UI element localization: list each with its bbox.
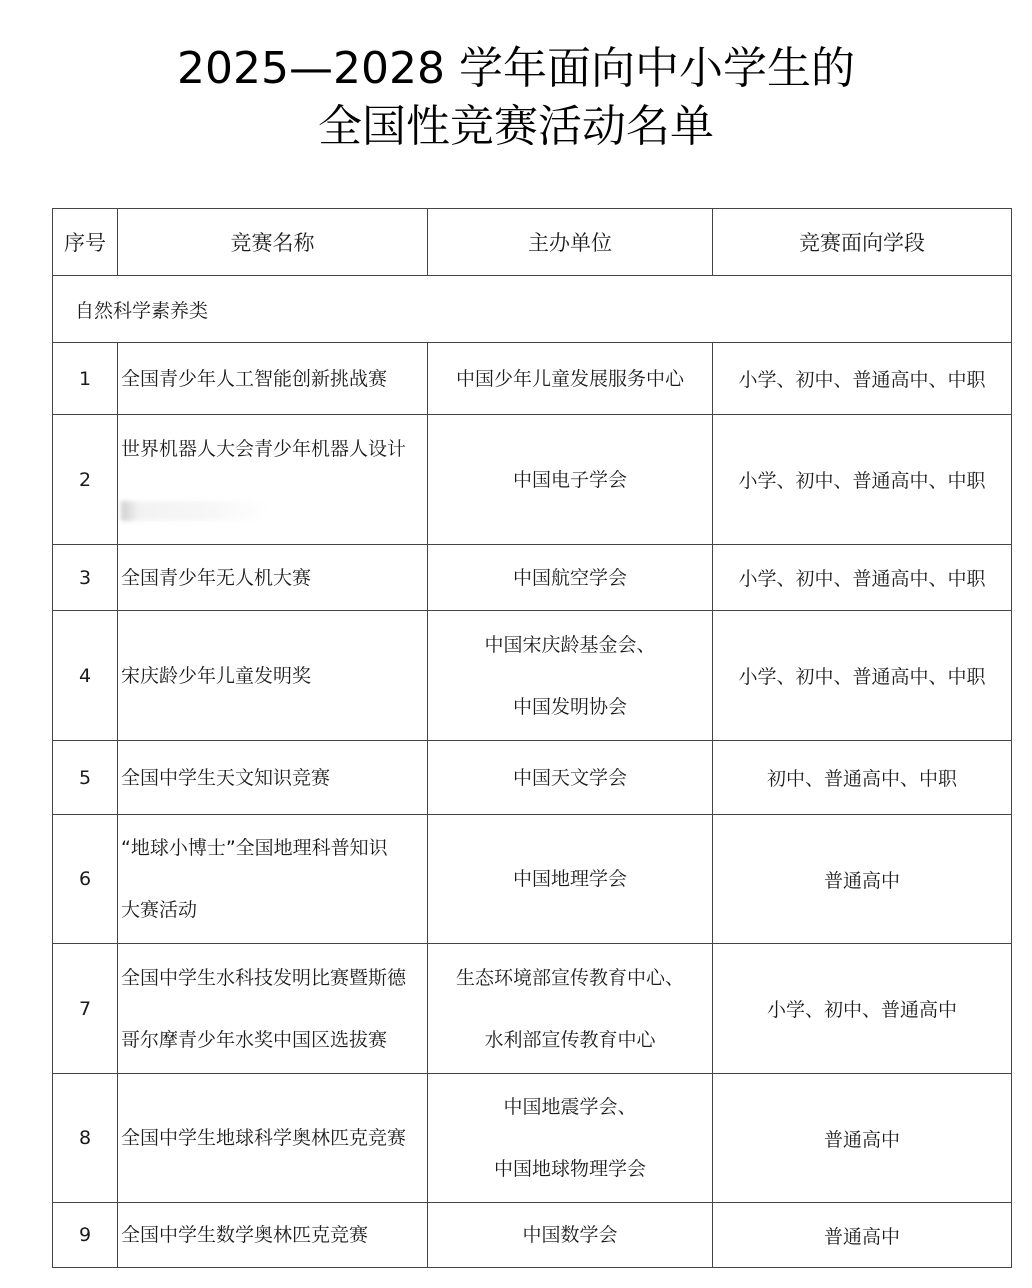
- document-title-line2: 全国性竞赛活动名单: [318, 101, 714, 152]
- school-level: 小学、初中、普通高中、中职: [713, 545, 1012, 611]
- row-number: 8: [53, 1074, 118, 1203]
- row-number: 1: [53, 343, 118, 415]
- competition-name: [118, 944, 428, 1074]
- school-level: 小学、初中、普通高中、中职: [713, 611, 1012, 741]
- competition-name-line2-obscured: [121, 480, 427, 542]
- competition-name: 全国中学生天文知识竞赛: [118, 741, 428, 815]
- table-row: [53, 343, 1012, 415]
- organizer-line2: 水利部宣传教育中心: [484, 1028, 656, 1051]
- row-number: 5: [53, 741, 118, 815]
- table-row: [53, 415, 1012, 545]
- table-row: [53, 815, 1012, 944]
- school-level: 初中、普通高中、中职: [713, 741, 1012, 815]
- competition-name-line1: 全国中学生水科技发明比赛暨斯德: [121, 966, 407, 989]
- header-organizer: 主办单位: [428, 209, 713, 276]
- competition-name: 全国青少年人工智能创新挑战赛: [118, 343, 428, 415]
- organizer: 中国天文学会: [428, 741, 713, 815]
- organizer-line1: 生态环境部宣传教育中心、: [455, 966, 684, 989]
- row-number: 6: [53, 815, 118, 944]
- organizer-line1: 中国宋庆龄基金会、: [484, 633, 656, 656]
- header-level: 竞赛面向学段: [713, 209, 1012, 276]
- category-row: [53, 276, 1012, 343]
- school-level: 小学、初中、普通高中、中职: [713, 415, 1012, 545]
- competition-name: 全国青少年无人机大赛: [118, 545, 428, 611]
- row-number: 2: [53, 415, 118, 545]
- competition-name: [118, 415, 428, 545]
- organizer-line1: 中国地震学会、: [503, 1096, 637, 1118]
- organizer: 中国少年儿童发展服务中心: [428, 343, 713, 415]
- school-level: 小学、初中、普通高中: [713, 944, 1012, 1074]
- competition-name: [118, 815, 428, 944]
- competition-name-line2: 哥尔摩青少年水奖中国区选拔赛: [121, 1028, 388, 1051]
- school-level: 普通高中: [713, 1074, 1012, 1203]
- competition-name: 全国中学生地球科学奥林匹克竞赛: [118, 1074, 428, 1203]
- competition-name-line1: 世界机器人大会青少年机器人设计: [121, 437, 407, 460]
- competition-name-line2: 大赛活动: [121, 899, 198, 921]
- redaction-blur: [121, 501, 266, 521]
- organizer: 中国数学会: [428, 1203, 713, 1268]
- school-level: 小学、初中、普通高中、中职: [713, 343, 1012, 415]
- row-number: 3: [53, 545, 118, 611]
- category-label: 自然科学素养类: [53, 276, 1012, 343]
- organizer: [428, 611, 713, 741]
- table-row: [53, 944, 1012, 1074]
- row-number: 7: [53, 944, 118, 1074]
- header-number: 序号: [53, 209, 118, 276]
- row-number: 9: [53, 1203, 118, 1268]
- table-row: [53, 545, 1012, 611]
- organizer: 中国航空学会: [428, 545, 713, 611]
- organizer: [428, 944, 713, 1074]
- table-row: [53, 1074, 1012, 1203]
- competition-name-line1: “地球小博士”全国地理科普知识: [121, 837, 388, 859]
- table-row: [53, 741, 1012, 815]
- organizer: 中国电子学会: [428, 415, 713, 545]
- organizer-line2: 中国发明协会: [512, 695, 627, 718]
- organizer: 中国地理学会: [428, 815, 713, 944]
- table-header-row: [53, 209, 1012, 276]
- school-level: 普通高中: [713, 815, 1012, 944]
- competition-name: 宋庆龄少年儿童发明奖: [118, 611, 428, 741]
- competition-name: 全国中学生数学奥林匹克竞赛: [118, 1203, 428, 1268]
- document-title-line1: 2025—2028 学年面向中小学生的: [177, 43, 855, 94]
- table-row: [53, 611, 1012, 741]
- organizer: [428, 1074, 713, 1203]
- table-row: [53, 1203, 1012, 1268]
- header-name: 竞赛名称: [118, 209, 428, 276]
- row-number: 4: [53, 611, 118, 741]
- organizer-line2: 中国地球物理学会: [493, 1158, 646, 1180]
- competition-table: [52, 208, 1012, 1268]
- school-level: 普通高中: [713, 1203, 1012, 1268]
